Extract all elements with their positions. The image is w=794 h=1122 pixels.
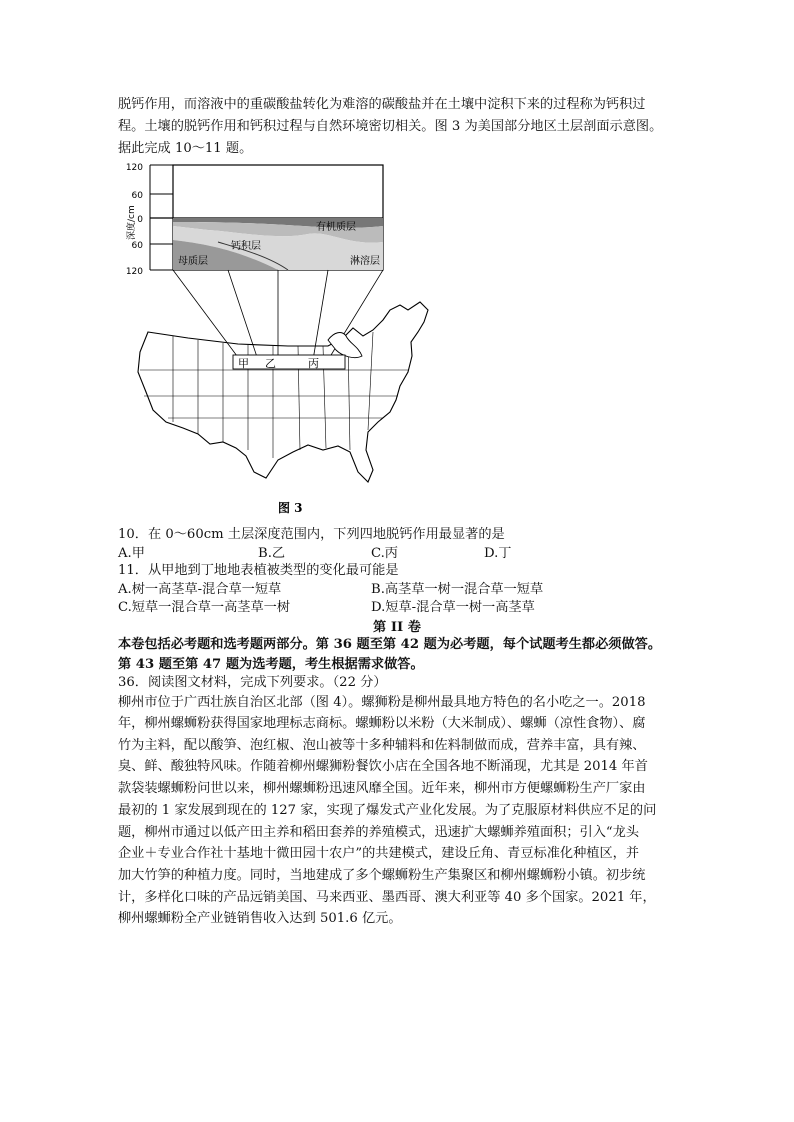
- section-title: 第 II 卷: [373, 620, 421, 635]
- label-yi: 乙: [265, 357, 276, 370]
- layer-label-calcic: 钙积层: [231, 241, 261, 252]
- tick-120-bottom: 120: [125, 267, 143, 277]
- q36-line-2: 年，柳州螺蛳粉获得国家地理标志商标。螺蛳粉以米粉（大米制成）、螺蛳（凉性食物）、腐: [118, 716, 646, 731]
- q36-line-10: 计，多样化口味的产品远销美国、马来西亚、墨西哥、澳大利亚等 40 多个国家。2021 年，: [118, 890, 656, 905]
- great-lakes: [328, 333, 362, 358]
- q10-option-d: D.丁: [484, 546, 512, 561]
- y-axis-label: 深度/cm: [127, 205, 137, 240]
- label-bing: 丙: [308, 357, 319, 370]
- q36-line-11: 柳州螺蛳粉全产业链销售收入达到 501.6 亿元。: [118, 911, 402, 926]
- q36-line-1: 柳州市位于广西壮族自治区北部（图 4）。螺狮粉是柳州最具地方特色的名小吃之一。2018: [118, 695, 646, 710]
- intro-line-3: 据此完成 10～11 题。: [118, 141, 253, 156]
- layer-label-organic: 有机质层: [316, 222, 356, 233]
- section-notice-1: 本卷包括必考题和选考题两部分。第 36 题至第 42 题为必考题，每个试题考生都必须做答。: [118, 637, 662, 652]
- q11-option-c: C.短草一混合草一高茎草一树: [118, 600, 291, 615]
- intro-line-2: 程。土壤的脱钙作用和钙积过程与自然环境密切相关。图 3 为美国部分地区土层剖面示意图。: [118, 119, 663, 134]
- layer-label-leached: 淋溶层: [350, 256, 380, 267]
- q36-line-3: 竹为主料，配以酸笋、泡红椒、泡山被等十多种辅料和佐料制做而成，营养丰富，具有辣、: [118, 738, 646, 753]
- q36-line-6: 最初的 1 家发展到现在的 127 家，实现了爆发式产业化发展。为了克服原材料供应不足的问: [118, 803, 657, 818]
- tick-0: 0: [137, 215, 143, 225]
- q36-line-4: 臭、鲜、酸独特风味。作随着柳州螺狮粉餐饮小店在全国各地不断涌现，尤其是 2014 年首: [118, 759, 648, 774]
- q11-option-d: D.短草-混合草一树一高茎草: [371, 600, 535, 615]
- tick-60-bottom: 60: [131, 241, 143, 251]
- transect-box: [233, 355, 345, 369]
- q10-option-b: B.乙: [258, 546, 286, 561]
- label-jia: 甲: [238, 357, 249, 370]
- layer-label-parent: 母质层: [178, 256, 208, 267]
- q36-stem: 36．阅读图文材料，完成下列要求。（22 分）: [118, 675, 387, 690]
- tick-60-top: 60: [131, 191, 143, 201]
- q36-line-9: 加大竹笋的种植力度。同时，当地建成了多个螺蛳粉生产集聚区和柳州螺蛳粉小镇。初步统: [118, 868, 646, 883]
- q10-stem: 10．在 0～60cm 土层深度范围内，下列四地脱钙作用最显著的是: [118, 527, 505, 542]
- section-notice-2: 第 43 题至第 47 题为选考题，考生根据需求做答。: [118, 657, 424, 672]
- figure-caption: 图 3: [278, 501, 303, 515]
- q11-option-a: A.树一高茎草-混合草一短草: [118, 582, 282, 597]
- us-map-outline: [138, 302, 428, 482]
- q11-option-b: B.高茎草一树一混合草一短草: [371, 582, 544, 597]
- q36-line-5: 款袋装螺蛳粉问世以来，柳州螺蛳粉迅速风靡全国。近年来，柳州市方便螺蛳粉生产厂家由: [118, 781, 646, 796]
- tick-120-top: 120: [125, 163, 143, 173]
- q36-line-7: 题，柳州市通过以低产田主养和稻田套养的养殖模式，迅速扩大螺蛳养殖面积；引入“龙头: [118, 825, 640, 840]
- q11-stem: 11．从甲地到丁地地表植被类型的变化最可能是: [118, 563, 399, 578]
- q36-line-8: 企业＋专业合作社十基地十微田园十农户”的共建模式，建设丘角、青豆标准化种植区，并: [118, 846, 640, 861]
- q10-option-a: A.甲: [118, 546, 145, 561]
- intro-line-1: 脱钙作用，而溶液中的重碳酸盐转化为难溶的碳酸盐并在土壤中淀积下来的过程称为钙积过: [118, 97, 646, 112]
- soil-profile-figure: [125, 160, 453, 525]
- q10-option-c: C.丙: [371, 546, 398, 561]
